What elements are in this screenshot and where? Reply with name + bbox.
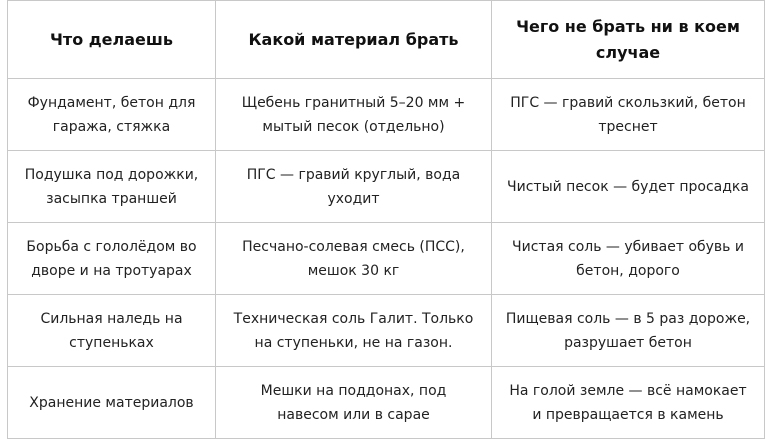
cell-material: Щебень гранитный 5–20 мм + мытый песок (отдельно) bbox=[216, 79, 492, 151]
table-row bbox=[8, 223, 765, 295]
header-material: Какой материал брать bbox=[216, 1, 492, 79]
cell-avoid: Чистая соль — убивает обувь и бетон, дорого bbox=[492, 223, 765, 295]
materials-table bbox=[7, 0, 765, 439]
cell-task: Хранение материалов bbox=[8, 367, 216, 439]
materials-table-container bbox=[7, 0, 764, 439]
cell-task: Фундамент, бетон для гаража, стяжка bbox=[8, 79, 216, 151]
header-task: Что делаешь bbox=[8, 1, 216, 79]
cell-avoid: Чистый песок — будет просадка bbox=[492, 151, 765, 223]
cell-avoid: На голой земле — всё намокает и превращается в камень bbox=[492, 367, 765, 439]
table-row bbox=[8, 295, 765, 367]
cell-material: ПГС — гравий круглый, вода уходит bbox=[216, 151, 492, 223]
table-header-row bbox=[8, 1, 765, 79]
cell-task: Подушка под дорожки, засыпка траншей bbox=[8, 151, 216, 223]
table-row bbox=[8, 367, 765, 439]
table-row bbox=[8, 151, 765, 223]
cell-task: Сильная наледь на ступеньках bbox=[8, 295, 216, 367]
cell-material: Техническая соль Галит. Только на ступеньки, не на газон. bbox=[216, 295, 492, 367]
cell-task: Борьба с гололёдом во дворе и на тротуарах bbox=[8, 223, 216, 295]
cell-material: Песчано-солевая смесь (ПСС), мешок 30 кг bbox=[216, 223, 492, 295]
cell-avoid: ПГС — гравий скользкий, бетон треснет bbox=[492, 79, 765, 151]
cell-avoid: Пищевая соль — в 5 раз дороже, разрушает бетон bbox=[492, 295, 765, 367]
header-avoid: Чего не брать ни в коем случае bbox=[492, 1, 765, 79]
cell-material: Мешки на поддонах, под навесом или в сарае bbox=[216, 367, 492, 439]
table-row bbox=[8, 79, 765, 151]
